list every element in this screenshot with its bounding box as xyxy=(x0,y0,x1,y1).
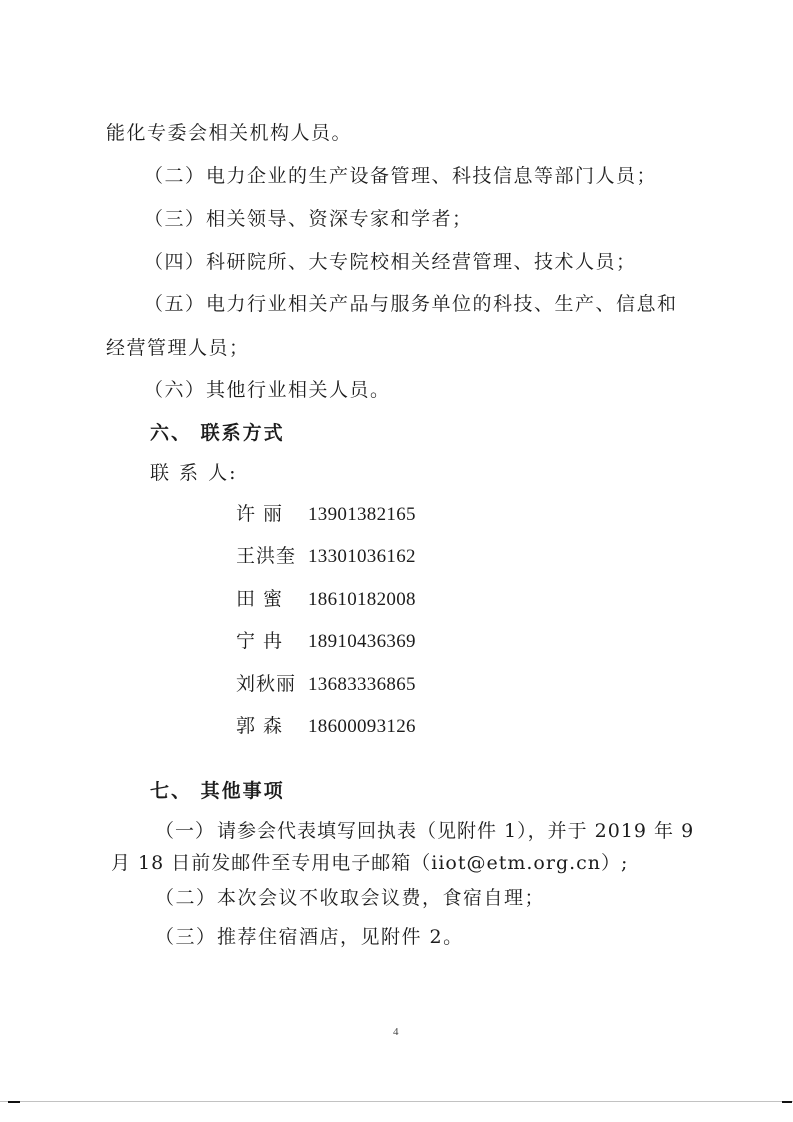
contact-name: 田 蜜 xyxy=(236,588,284,610)
section-heading: 七、 其他事项 xyxy=(150,780,285,802)
contact-row xyxy=(236,587,416,612)
item-text: 相关领导、资深专家和学者； xyxy=(206,208,473,230)
item-text: 其他行业相关人员。 xyxy=(206,379,391,401)
contact-phone: 13683336865 xyxy=(308,674,416,695)
page-number: 4 xyxy=(393,1026,399,1038)
paragraph-tail: 能化专委会相关机构人员。 xyxy=(106,122,353,144)
item-label: （二） xyxy=(155,887,217,909)
item-text: 本次会议不收取会议费，食宿自理； xyxy=(217,887,546,909)
list-item xyxy=(155,925,464,949)
list-item-continuation: 经营管理人员； xyxy=(106,337,250,359)
contact-name: 刘秋丽 xyxy=(236,673,297,695)
contact-row xyxy=(236,629,416,654)
item-text: 推荐住宿酒店，见附件 2。 xyxy=(217,926,464,948)
item-label: （四） xyxy=(144,251,206,273)
scan-mark-left xyxy=(8,1101,20,1103)
contact-name: 王洪奎 xyxy=(236,545,297,567)
item-text: 电力行业相关产品与服务单位的科技、生产、信息和 xyxy=(206,293,678,315)
item-label: （六） xyxy=(144,379,206,401)
contact-row xyxy=(236,672,416,697)
item-text: 电力企业的生产设备管理、科技信息等部门人员； xyxy=(206,165,658,187)
list-item xyxy=(155,819,694,843)
item-label: （五） xyxy=(144,293,206,315)
scan-mark-right xyxy=(782,1101,792,1103)
contact-row xyxy=(236,544,416,569)
list-item xyxy=(144,250,637,274)
contact-phone: 18610182008 xyxy=(308,589,416,610)
contact-phone: 13301036162 xyxy=(308,546,416,567)
contact-phone: 18600093126 xyxy=(308,716,416,737)
scan-edge-line xyxy=(0,1101,793,1102)
list-item xyxy=(144,292,678,316)
contact-row xyxy=(236,714,416,739)
contact-label: 联 系 人: xyxy=(150,462,238,484)
item-label: （二） xyxy=(144,165,206,187)
contact-phone: 13901382165 xyxy=(308,504,416,525)
item-label: （一） xyxy=(155,820,216,842)
contact-name: 许 丽 xyxy=(236,503,284,525)
list-item xyxy=(144,164,657,188)
list-item xyxy=(144,378,391,402)
section-heading: 六、 联系方式 xyxy=(150,422,285,444)
contact-row xyxy=(236,502,416,527)
item-text: 科研院所、大专院校相关经营管理、技术人员； xyxy=(206,251,637,273)
contact-name: 郭 森 xyxy=(236,715,284,737)
contact-name: 宁 冉 xyxy=(236,630,284,652)
list-item-continuation: 月 18 日前发邮件至专用电子邮箱（iiot@etm.org.cn）; xyxy=(111,852,629,874)
item-text: 请参会代表填写回执表（见附件 1），并于 2019 年 9 xyxy=(217,820,695,842)
list-item xyxy=(155,886,545,910)
contact-phone: 18910436369 xyxy=(308,631,416,652)
list-item xyxy=(144,207,473,231)
item-label: （三） xyxy=(144,208,206,230)
item-label: （三） xyxy=(155,926,217,948)
